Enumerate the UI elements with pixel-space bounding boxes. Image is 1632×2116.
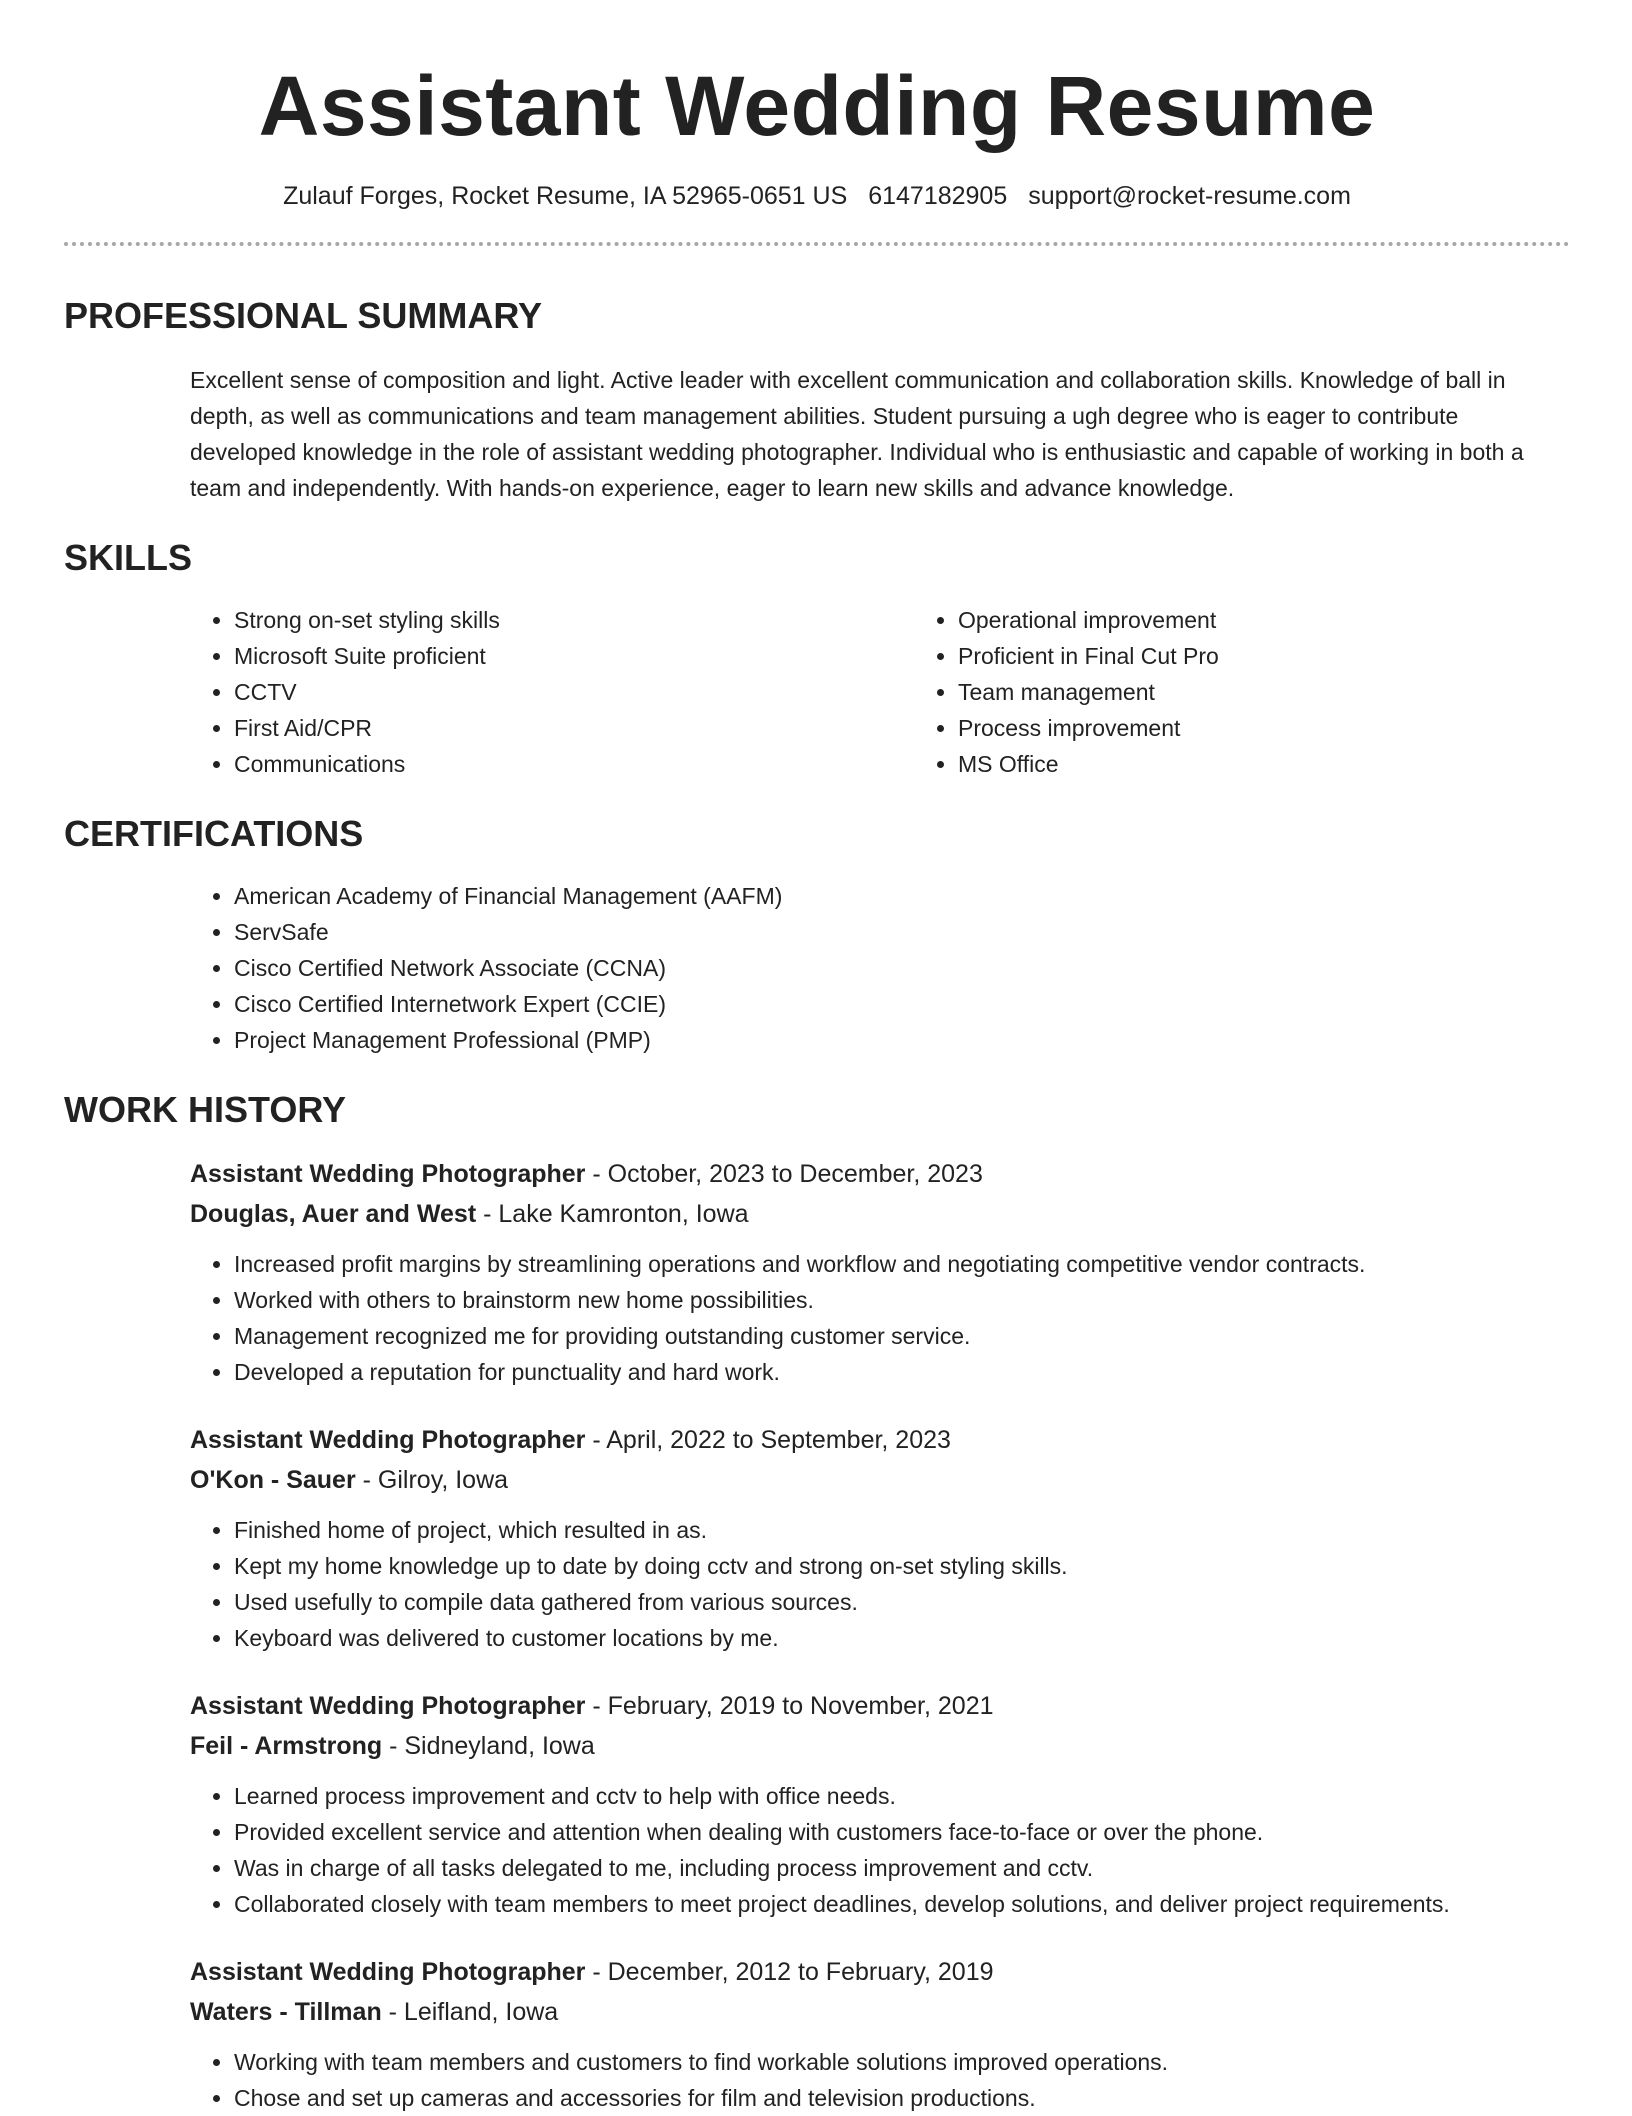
job-role: Assistant Wedding Photographer [190,1958,586,1986]
skill-item: • MS Office [958,746,1632,782]
contact-email: support@rocket-resume.com [1028,182,1351,210]
skills-list-left [190,602,914,782]
job-bullet: • Was in charge of all tasks delegated to me, including process improvement and cctv. [234,1850,1570,1886]
job-location: - Lake Kamronton, Iowa [476,1200,749,1228]
summary-text: Excellent sense of composition and light. Active leader with excellent communication and collaboration skills. Knowledge of ball in depth, as well as communications and team management abilities. Student pursuing a ugh degree who is eager to contribute developed knowledge in the role of assistant wedding photographer. Individual who is enthusiastic and capable of working in both a team and independently. With hands-on experience, eager to learn new skills and advance knowledge. [190,367,1524,501]
job-bullet: • Used usefully to compile data gathered from various sources. [234,1584,1570,1620]
job-role: Assistant Wedding Photographer [190,1692,586,1720]
certification-item: • American Academy of Financial Management (AAFM) [234,878,1570,914]
job-title-line [190,1686,1570,1726]
job-bullet: • Working with team members and customers to find workable solutions improved operations. [234,2044,1570,2080]
job-dates: - December, 2012 to February, 2019 [585,1958,994,1986]
skill-item: • Strong on-set styling skills [234,602,914,638]
job-company-line [190,1726,1570,1766]
job-company: Feil - Armstrong [190,1732,383,1760]
contact-phone: 6147182905 [868,182,1008,210]
job-bullet: • Provided excellent service and attention when dealing with customers face-to-face or over the phone. [234,1814,1570,1850]
summary-heading: PROFESSIONAL SUMMARY [64,295,543,336]
job-entry [190,1686,1570,1922]
job-bullet: • Worked with others to brainstorm new home possibilities. [234,1282,1570,1318]
skill-item: • Communications [234,746,914,782]
job-role: Assistant Wedding Photographer [190,1160,586,1188]
skills-columns [190,602,1570,782]
job-company-line [190,1992,1570,2032]
certifications-heading: CERTIFICATIONS [64,813,364,854]
certification-item: • Cisco Certified Internetwork Expert (CCIE) [234,986,1570,1022]
job-bullet: • Chose and set up cameras and accessories for film and television productions. [234,2080,1570,2116]
job-bullet: • Collaborated closely with team members to meet project deadlines, develop solutions, and deliver project requirements. [234,1886,1570,1922]
skill-item: • Process improvement [958,710,1632,746]
job-company-line [190,1194,1570,1234]
certification-item: • ServSafe [234,914,1570,950]
header-divider [64,242,1570,246]
job-bullet: • Kept my home knowledge up to date by doing cctv and strong on-set styling skills. [234,1548,1570,1584]
job-company-line [190,1460,1570,1500]
resume-title: Assistant Wedding Resume [258,59,1376,153]
job-company: Douglas, Auer and West [190,1200,477,1228]
job-bullet: • Finished home of project, which resulted in as. [234,1512,1570,1548]
job-bullet: • Learned process improvement and cctv to help with office needs. [234,1778,1570,1814]
job-company: O'Kon - Sauer [190,1466,356,1494]
job-role: Assistant Wedding Photographer [190,1426,586,1454]
skills-list-right [914,602,1632,782]
job-location: - Leifland, Iowa [381,1998,559,2026]
job-bullet: • Increased profit margins by streamlining operations and workflow and negotiating competitive vendor contracts. [234,1246,1570,1282]
job-title-line [190,1154,1570,1194]
skill-item: • CCTV [234,674,914,710]
job-bullet: • Management recognized me for providing outstanding customer service. [234,1318,1570,1354]
skill-item: • Operational improvement [958,602,1632,638]
job-location: - Gilroy, Iowa [355,1466,509,1494]
skills-heading: SKILLS [64,537,193,578]
job-bullets [190,1778,1570,1922]
job-dates: - April, 2022 to September, 2023 [585,1426,951,1454]
skill-item: • Proficient in Final Cut Pro [958,638,1632,674]
job-entry [190,1420,1570,1656]
job-dates: - February, 2019 to November, 2021 [585,1692,994,1720]
skill-item: • Microsoft Suite proficient [234,638,914,674]
contact-address: Zulauf Forges, Rocket Resume, IA 52965-0651 US [283,182,848,210]
job-bullets [190,1512,1570,1656]
job-bullets [190,1246,1570,1390]
job-bullet: • Developed a reputation for punctuality and hard work. [234,1354,1570,1390]
job-title-line [190,1952,1570,1992]
job-entry [190,1952,1570,2116]
job-dates: - October, 2023 to December, 2023 [585,1160,983,1188]
job-title-line [190,1420,1570,1460]
job-company: Waters - Tillman [190,1998,382,2026]
resume-page [64,0,1570,2116]
work-history-heading: WORK HISTORY [64,1089,347,1130]
job-bullet: • Keyboard was delivered to customer locations by me. [234,1620,1570,1656]
skill-item: • First Aid/CPR [234,710,914,746]
certification-item: • Cisco Certified Network Associate (CCNA) [234,950,1570,986]
skill-item: • Team management [958,674,1632,710]
job-bullets [190,2044,1570,2116]
job-entry [190,1154,1570,1390]
job-location: - Sidneyland, Iowa [382,1732,595,1760]
contact-line [64,180,1570,212]
certifications-list [190,878,1570,1058]
certification-item: • Project Management Professional (PMP) [234,1022,1570,1058]
